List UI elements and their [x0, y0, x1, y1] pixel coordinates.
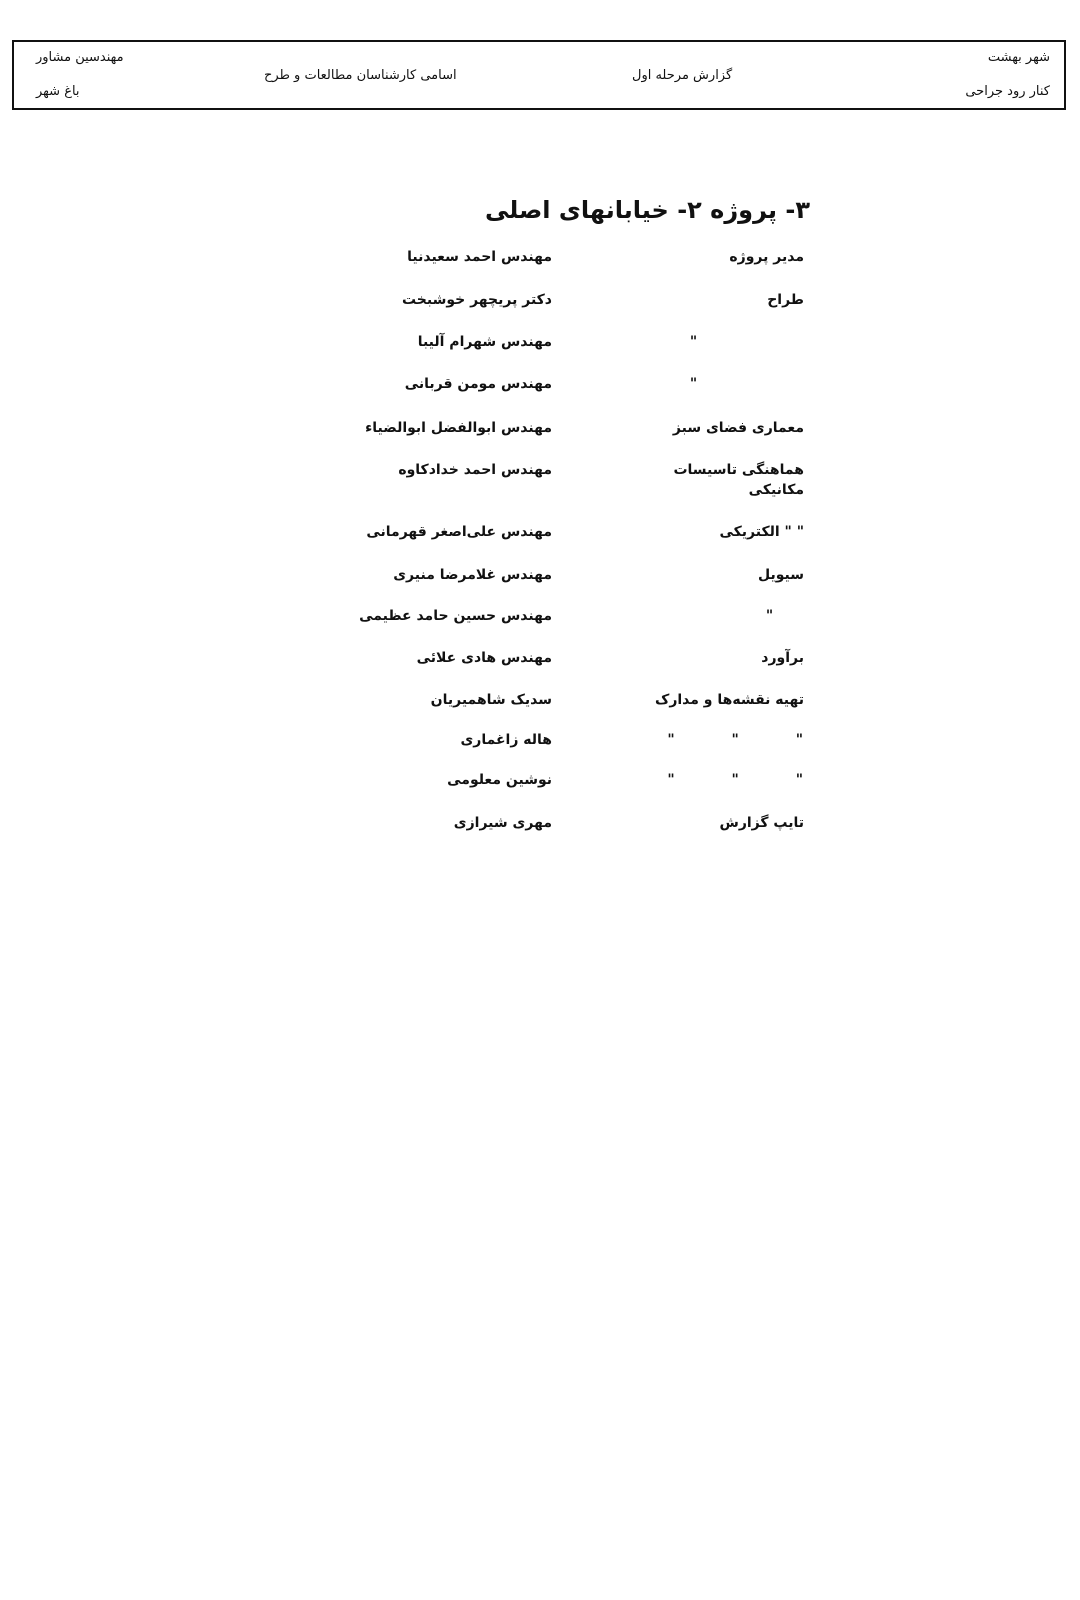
staff-role: " " "	[667, 772, 804, 788]
staff-row	[0, 418, 1080, 458]
staff-role: طراح	[767, 292, 804, 308]
staff-row	[0, 290, 1080, 330]
staff-row	[0, 460, 1080, 500]
staff-row	[0, 730, 1080, 770]
staff-person: مهندس علی‌اصغر قهرمانی	[366, 524, 552, 540]
header-list-title: اسامی کارشناسان مطالعات و طرح	[264, 68, 457, 83]
staff-row	[0, 332, 1080, 372]
staff-person: دکتر پریچهر خوشبخت	[401, 292, 552, 308]
staff-row	[0, 522, 1080, 562]
staff-role: مدیر پروژه	[729, 249, 804, 265]
staff-person: نوشین معلومی	[447, 772, 552, 788]
staff-role: "	[765, 608, 775, 624]
staff-row	[0, 374, 1080, 414]
staff-person: سدیک شاهمیریان	[430, 692, 552, 708]
staff-role: برآورد	[761, 650, 804, 666]
staff-role: سیویل	[757, 567, 804, 583]
staff-role: " " "	[667, 732, 804, 748]
staff-row	[0, 813, 1080, 853]
staff-person: مهندس حسین حامد عظیمی	[359, 608, 552, 624]
staff-role: "	[689, 376, 699, 392]
staff-role: "	[689, 334, 699, 350]
staff-row	[0, 690, 1080, 730]
staff-row	[0, 770, 1080, 810]
staff-person: مهندس هادی علائی	[416, 650, 552, 666]
staff-role: " " الکتریکی	[719, 524, 804, 540]
staff-role: معماری فضای سبز	[672, 420, 804, 436]
staff-person: هاله زاغماری	[460, 732, 552, 748]
staff-person: مهندس شهرام آلیبا	[417, 334, 552, 350]
staff-row	[0, 606, 1080, 646]
staff-role: تایپ گزارش	[719, 815, 804, 831]
header-consultants: مهندسین مشاور	[36, 50, 124, 65]
staff-person: مهندس غلامرضا منیری	[393, 567, 552, 583]
staff-row	[0, 565, 1080, 605]
header-location: کنار رود جراحی	[965, 84, 1050, 99]
staff-person: مهری شیرازی	[453, 815, 552, 831]
header-report-stage: گزارش مرحله اول	[632, 68, 733, 83]
staff-person: مهندس ابوالفضل ابوالضیاء	[365, 420, 552, 436]
staff-person: مهندس احمد خدادکاوه	[398, 462, 552, 478]
staff-role: هماهنگی تاسیسات مکانیکی	[673, 462, 804, 498]
staff-person: مهندس احمد سعیدنیا	[407, 249, 552, 265]
staff-role: تهیه نقشه‌ها و مدارک	[654, 692, 804, 708]
header-city: شهر بهشت	[987, 50, 1050, 65]
staff-row	[0, 247, 1080, 287]
staff-row	[0, 648, 1080, 688]
header-firm: باغ شهر	[36, 84, 80, 99]
section-title: ۳- پروژه ۲- خیابانهای اصلی	[485, 196, 810, 224]
staff-person: مهندس مومن قربانی	[404, 376, 552, 392]
